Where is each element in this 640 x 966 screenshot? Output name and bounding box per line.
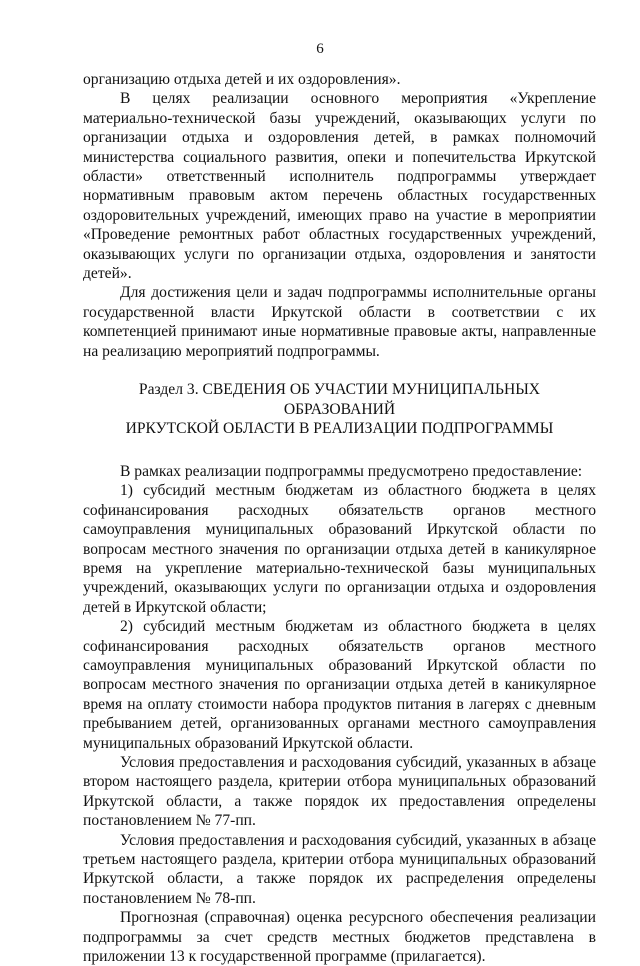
section-heading-line-1: Раздел 3. СВЕДЕНИЯ ОБ УЧАСТИИ МУНИЦИПАЛЬНЫХ ОБРАЗОВАНИЙ: [138, 381, 541, 418]
paragraph-intro: В рамках реализации подпрограммы предусмотрено предоставление:: [120, 462, 583, 480]
section-heading: [83, 380, 596, 439]
paragraph-goals: Для достижения цели и задач подпрограммы исполнительные органы государственной власти Иркутской области в соответствии с их компетенцией принимают иные нормативные правовые акты, направленные на реализацию мероприятий подпрограммы.: [83, 284, 596, 360]
document-body: [83, 70, 596, 966]
paragraph-conditions-77: Условия предоставления и расходования субсидий, указанных в абзаце втором настоящего раздела, критерии отбора муниципальных образований Иркутской области, а также порядок их предоставления определены постановлением № 77-пп.: [83, 753, 596, 830]
section-heading-line-2: ИРКУТСКОЙ ОБЛАСТИ В РЕАЛИЗАЦИИ ПОДПРОГРАММЫ: [125, 420, 554, 438]
page-number: 6: [316, 41, 324, 57]
paragraph-conditions-78: Условия предоставления и расходования субсидий, указанных в абзаце третьем настоящего раздела, критерии отбора муниципальных образований Иркутской области, а также порядок их распределения определены постановлением № 78-пп.: [83, 831, 596, 907]
paragraph-item-2: 2) субсидий местным бюджетам из областного бюджета в целях софинансирования расходных обязательств органов местного самоуправления муниципальных образований Иркутской области по вопросам местного значения по организации отдыха детей в каникулярное время на оплату стоимости набора продуктов питания в лагерях с дневным пребыванием детей, организованных органами местного самоуправления муниципальных образований Иркутской области.: [83, 618, 596, 752]
paragraph-forecast: Прогнозная (справочная) оценка ресурсного обеспечения реализации подпрограммы за счет средств местных бюджетов представлена в приложении 13 к государственной программе (прилагается).: [83, 909, 596, 966]
paragraph-material-base: В целях реализации основного мероприятия «Укрепление материально-технической базы учреждений, оказывающих услуги по организации отдыха и оздоровления детей, в рамках полномочий министерства социального развития, опеки и попечительства Иркутской области» ответственный исполнитель подпрограммы утверждает нормативным правовым актом перечень областных государственных оздоровительных учреждений, имеющих право на участие в мероприятии «Проведение ремонтных работ областных государственных учреждений, оказывающих услуги по организации отдыха, оздоровления и занятости детей».: [83, 90, 596, 283]
paragraph-continuation: организацию отдыха детей и их оздоровления».: [83, 71, 401, 88]
paragraph-item-1: 1) субсидий местным бюджетам из областного бюджета в целях софинансирования расходных обязательств органов местного самоуправления муниципальных образований Иркутской области по вопросам местного значения по организации отдыха детей в каникулярное время на укрепление материально-технической базы муниципальных учреждений, оказывающих услуги по организации отдыха и оздоровления детей в Иркутской области;: [83, 482, 596, 616]
